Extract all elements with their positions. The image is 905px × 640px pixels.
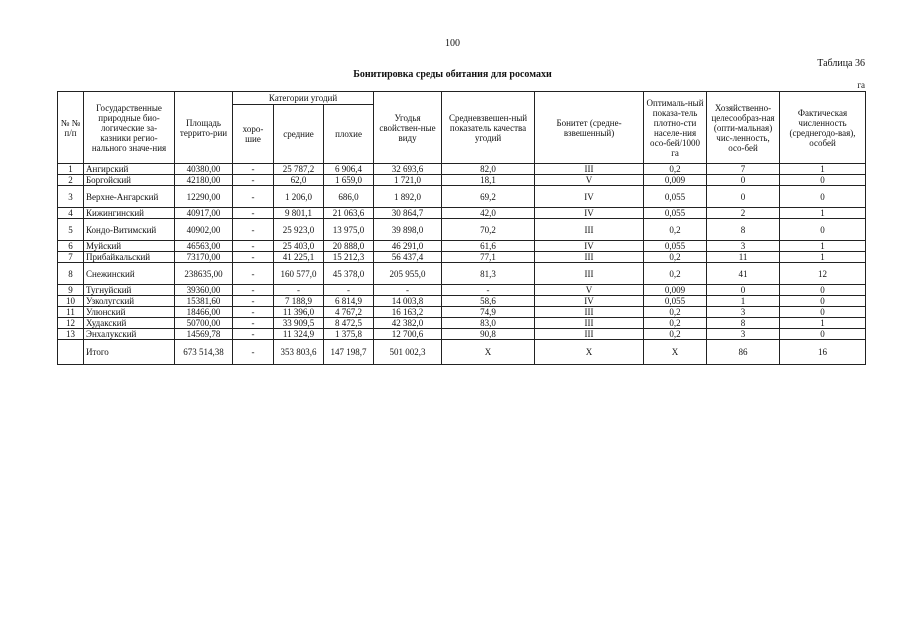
row-number	[58, 340, 84, 365]
row-number: 9	[58, 285, 84, 296]
economic-value: 8	[707, 219, 780, 241]
good-value: -	[233, 186, 274, 208]
table-row	[58, 208, 866, 219]
header-medium: средние	[274, 105, 324, 164]
reserve-name: Узколугский	[84, 296, 175, 307]
economic-value: 2	[707, 208, 780, 219]
economic-value: 0	[707, 175, 780, 186]
reserve-name: Кондо-Витимский	[84, 219, 175, 241]
table-row	[58, 186, 866, 208]
economic-value: 3	[707, 241, 780, 252]
economic-value: 86	[707, 340, 780, 365]
row-number: 3	[58, 186, 84, 208]
optimal-value: 0,2	[644, 307, 707, 318]
row-number: 12	[58, 318, 84, 329]
page-number: 100	[445, 38, 460, 49]
header-area: Площадь террито-рии	[175, 92, 233, 164]
specific-value: 1 892,0	[374, 186, 442, 208]
good-value: -	[233, 208, 274, 219]
optimal-value: 0,009	[644, 175, 707, 186]
actual-value: 1	[780, 241, 866, 252]
table-row	[58, 318, 866, 329]
good-value: -	[233, 241, 274, 252]
poor-value: 147 198,7	[324, 340, 374, 365]
optimal-value: 0,009	[644, 285, 707, 296]
table-row	[58, 175, 866, 186]
area-value: 15381,60	[175, 296, 233, 307]
area-value: 39360,00	[175, 285, 233, 296]
specific-value: 56 437,4	[374, 252, 442, 263]
area-value: 50700,00	[175, 318, 233, 329]
weighted-value: 74,9	[442, 307, 535, 318]
economic-value: 3	[707, 329, 780, 340]
specific-value: 501 002,3	[374, 340, 442, 365]
area-value: 40902,00	[175, 219, 233, 241]
area-value: 42180,00	[175, 175, 233, 186]
optimal-value: 0,2	[644, 318, 707, 329]
bonitet-value: III	[535, 164, 644, 175]
area-value: 238635,00	[175, 263, 233, 285]
specific-value: -	[374, 285, 442, 296]
actual-value: 0	[780, 219, 866, 241]
row-number: 4	[58, 208, 84, 219]
good-value: -	[233, 219, 274, 241]
row-number: 7	[58, 252, 84, 263]
poor-value: -	[324, 285, 374, 296]
weighted-value: 69,2	[442, 186, 535, 208]
poor-value: 1 659,0	[324, 175, 374, 186]
header-economic-number: Хозяйственно-целесообраз-ная (опти-мальная) чис-ленность, осо-бей	[707, 92, 780, 164]
specific-value: 30 864,7	[374, 208, 442, 219]
header-weighted-quality: Средневзвешен-ный показатель качества угодий	[442, 92, 535, 164]
area-value: 46563,00	[175, 241, 233, 252]
actual-value: 0	[780, 296, 866, 307]
poor-value: 6 814,9	[324, 296, 374, 307]
bonitet-value: IV	[535, 208, 644, 219]
table-header	[58, 92, 866, 164]
actual-value: 0	[780, 329, 866, 340]
specific-value: 32 693,6	[374, 164, 442, 175]
reserve-name: Энхалукский	[84, 329, 175, 340]
row-number: 8	[58, 263, 84, 285]
reserve-name: Боргойский	[84, 175, 175, 186]
table-row	[58, 307, 866, 318]
medium-value: 9 801,1	[274, 208, 324, 219]
weighted-value: 61,6	[442, 241, 535, 252]
specific-value: 39 898,0	[374, 219, 442, 241]
bonitet-value: III	[535, 307, 644, 318]
row-number: 11	[58, 307, 84, 318]
row-number: 10	[58, 296, 84, 307]
optimal-value: 0,055	[644, 186, 707, 208]
area-value: 40380,00	[175, 164, 233, 175]
header-poor: плохие	[324, 105, 374, 164]
reserve-name: Кижингинский	[84, 208, 175, 219]
bonitet-value: V	[535, 285, 644, 296]
area-value: 673 514,38	[175, 340, 233, 365]
specific-value: 46 291,0	[374, 241, 442, 252]
weighted-value: 81,3	[442, 263, 535, 285]
good-value: -	[233, 318, 274, 329]
table-body	[58, 164, 866, 365]
good-value: -	[233, 340, 274, 365]
optimal-value: 0,055	[644, 208, 707, 219]
optimal-value: 0,055	[644, 241, 707, 252]
medium-value: 7 188,9	[274, 296, 324, 307]
economic-value: 7	[707, 164, 780, 175]
bonitet-value: III	[535, 318, 644, 329]
medium-value: 11 396,0	[274, 307, 324, 318]
optimal-value: 0,2	[644, 329, 707, 340]
reserve-name: Тугнуйский	[84, 285, 175, 296]
bonitet-value: V	[535, 175, 644, 186]
good-value: -	[233, 263, 274, 285]
good-value: -	[233, 175, 274, 186]
actual-value: 12	[780, 263, 866, 285]
specific-value: 42 382,0	[374, 318, 442, 329]
poor-value: 686,0	[324, 186, 374, 208]
table-row	[58, 164, 866, 175]
row-number: 5	[58, 219, 84, 241]
poor-value: 20 888,0	[324, 241, 374, 252]
area-value: 73170,00	[175, 252, 233, 263]
poor-value: 13 975,0	[324, 219, 374, 241]
actual-value: 1	[780, 164, 866, 175]
header-bonitet: Бонитет (средне-взвешенный)	[535, 92, 644, 164]
weighted-value: 18,1	[442, 175, 535, 186]
optimal-value: 0,2	[644, 164, 707, 175]
reserve-name: Худакский	[84, 318, 175, 329]
header-reserve: Государственные природные био-логические за-казники регио-нального значе-ния	[84, 92, 175, 164]
actual-value: 1	[780, 208, 866, 219]
weighted-value: X	[442, 340, 535, 365]
bonitet-value: IV	[535, 241, 644, 252]
reserve-name: Снежинский	[84, 263, 175, 285]
area-value: 18466,00	[175, 307, 233, 318]
optimal-value: 0,2	[644, 263, 707, 285]
medium-value: 160 577,0	[274, 263, 324, 285]
actual-value: 0	[780, 186, 866, 208]
table-row	[58, 263, 866, 285]
medium-value: 11 324,9	[274, 329, 324, 340]
total-row	[58, 340, 866, 365]
bonitet-value: IV	[535, 186, 644, 208]
reserve-name: Итого	[84, 340, 175, 365]
specific-value: 205 955,0	[374, 263, 442, 285]
good-value: -	[233, 296, 274, 307]
weighted-value: 70,2	[442, 219, 535, 241]
economic-value: 11	[707, 252, 780, 263]
reserve-name: Ангирский	[84, 164, 175, 175]
reserve-name: Улюнский	[84, 307, 175, 318]
header-categories: Категории угодий	[233, 92, 374, 105]
area-value: 12290,00	[175, 186, 233, 208]
economic-value: 8	[707, 318, 780, 329]
specific-value: 14 003,8	[374, 296, 442, 307]
weighted-value: 82,0	[442, 164, 535, 175]
actual-value: 0	[780, 285, 866, 296]
weighted-value: -	[442, 285, 535, 296]
row-number: 2	[58, 175, 84, 186]
specific-value: 1 721,0	[374, 175, 442, 186]
medium-value: 25 787,2	[274, 164, 324, 175]
poor-value: 21 063,6	[324, 208, 374, 219]
medium-value: 41 225,1	[274, 252, 324, 263]
medium-value: 25 923,0	[274, 219, 324, 241]
reserve-name: Муйский	[84, 241, 175, 252]
weighted-value: 90,8	[442, 329, 535, 340]
economic-value: 41	[707, 263, 780, 285]
specific-value: 12 700,6	[374, 329, 442, 340]
header-optimal-density: Оптималь-ный показа-тель плотно-сти населе-ния осо-бей/1000 га	[644, 92, 707, 164]
header-actual-number: Фактическая численность (среднегодо-вая), особей	[780, 92, 866, 164]
economic-value: 3	[707, 307, 780, 318]
habitat-table	[57, 91, 866, 365]
row-number: 13	[58, 329, 84, 340]
table-row	[58, 241, 866, 252]
good-value: -	[233, 164, 274, 175]
optimal-value: 0,055	[644, 296, 707, 307]
poor-value: 4 767,2	[324, 307, 374, 318]
poor-value: 15 212,3	[324, 252, 374, 263]
table-row	[58, 329, 866, 340]
poor-value: 45 378,0	[324, 263, 374, 285]
header-good: хоро-шие	[233, 105, 274, 164]
bonitet-value: IV	[535, 296, 644, 307]
area-value: 40917,00	[175, 208, 233, 219]
weighted-value: 42,0	[442, 208, 535, 219]
bonitet-value: X	[535, 340, 644, 365]
good-value: -	[233, 285, 274, 296]
bonitet-value: III	[535, 263, 644, 285]
weighted-value: 77,1	[442, 252, 535, 263]
economic-value: 1	[707, 296, 780, 307]
table-label: Таблица 36	[817, 58, 865, 69]
area-value: 14569,78	[175, 329, 233, 340]
row-number: 1	[58, 164, 84, 175]
optimal-value: 0,2	[644, 252, 707, 263]
medium-value: -	[274, 285, 324, 296]
medium-value: 33 909,5	[274, 318, 324, 329]
bonitet-value: III	[535, 252, 644, 263]
header-specific-lands: Угодья свойствен-ные виду	[374, 92, 442, 164]
table-row	[58, 252, 866, 263]
actual-value: 0	[780, 175, 866, 186]
medium-value: 1 206,0	[274, 186, 324, 208]
document-title: Бонитировка среды обитания для росомахи	[353, 69, 552, 80]
actual-value: 1	[780, 252, 866, 263]
actual-value: 1	[780, 318, 866, 329]
table-row	[58, 296, 866, 307]
medium-value: 25 403,0	[274, 241, 324, 252]
medium-value: 353 803,6	[274, 340, 324, 365]
medium-value: 62,0	[274, 175, 324, 186]
units-label: га	[857, 80, 865, 90]
row-number: 6	[58, 241, 84, 252]
economic-value: 0	[707, 285, 780, 296]
poor-value: 1 375,8	[324, 329, 374, 340]
bonitet-value: III	[535, 329, 644, 340]
actual-value: 0	[780, 307, 866, 318]
optimal-value: X	[644, 340, 707, 365]
optimal-value: 0,2	[644, 219, 707, 241]
poor-value: 8 472,5	[324, 318, 374, 329]
actual-value: 16	[780, 340, 866, 365]
poor-value: 6 906,4	[324, 164, 374, 175]
reserve-name: Прибайкальский	[84, 252, 175, 263]
good-value: -	[233, 252, 274, 263]
header-number: № № п/п	[58, 92, 84, 164]
reserve-name: Верхне-Ангарский	[84, 186, 175, 208]
bonitet-value: III	[535, 219, 644, 241]
good-value: -	[233, 329, 274, 340]
table-row	[58, 285, 866, 296]
specific-value: 16 163,2	[374, 307, 442, 318]
weighted-value: 83,0	[442, 318, 535, 329]
good-value: -	[233, 307, 274, 318]
weighted-value: 58,6	[442, 296, 535, 307]
table-row	[58, 219, 866, 241]
economic-value: 0	[707, 186, 780, 208]
